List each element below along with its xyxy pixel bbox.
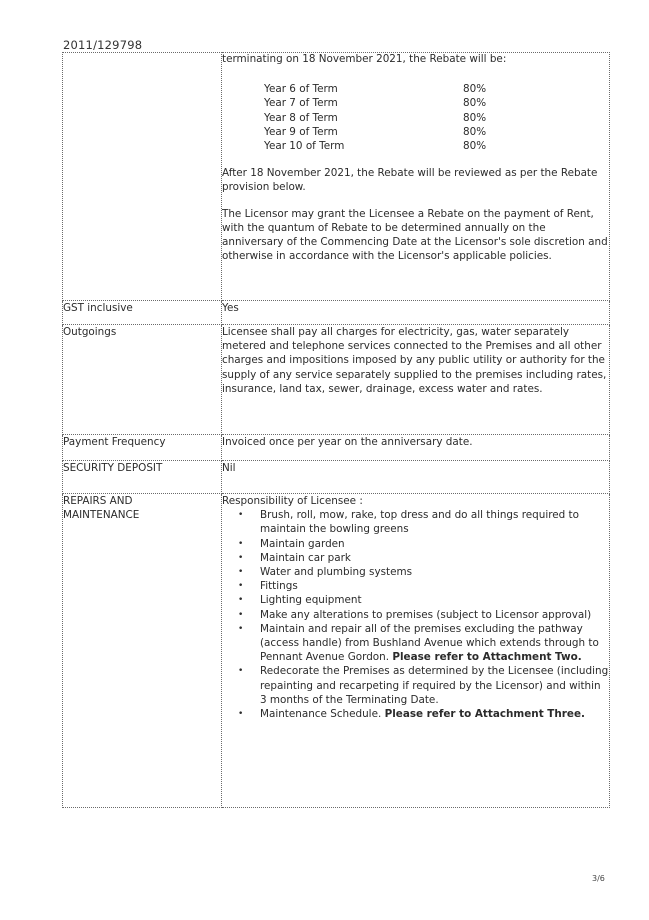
bullet-icon: • — [238, 609, 244, 620]
repairs-maintenance-value — [222, 494, 610, 808]
responsibility-text: Water and plumbing systems — [260, 566, 413, 579]
bullet-icon: • — [238, 510, 244, 521]
year-rebate-value: 80% — [463, 140, 487, 153]
document-reference-number: 2011/129798 — [63, 38, 143, 52]
security-deposit-value: Nil — [222, 461, 610, 494]
rebate-label-cell — [63, 53, 222, 301]
rebate-intro: terminating on 18 November 2021, the Rebate will be: — [222, 53, 507, 65]
bullet-icon: • — [238, 709, 244, 720]
year-label: Year 6 of Term — [264, 83, 338, 96]
responsibility-text: Maintenance Schedule. — [260, 708, 382, 721]
bullet-icon: • — [238, 623, 244, 634]
gst-value: Yes — [222, 301, 610, 325]
rebate-year-row — [264, 96, 609, 110]
responsibility-item — [236, 551, 609, 565]
year-label: Year 7 of Term — [264, 97, 338, 110]
responsibility-text: Maintain garden — [260, 537, 345, 550]
year-rebate-value: 80% — [463, 83, 487, 96]
year-label: Year 10 of Term — [264, 140, 345, 153]
outgoings-value: Licensee shall pay all charges for electricity, gas, water separately metered and telephone services connected to the Premises and all other charges and impositions imposed by any public utility or authority for the supply of any service separately supplied to the premises including rates, insurance, land tax, sewer, drainage, excess water and rates. — [222, 325, 610, 435]
responsibility-text: Fittings — [260, 580, 298, 593]
rebate-licensor-text: The Licensor may grant the Licensee a Rebate on the payment of Rent, with the quantum of Rebate to be determined annually on the anniversary of the Commencing Date at the Licensor's sole discretion and otherwise in accordance with the Licensor's applicable policies. — [222, 207, 608, 263]
gst-row — [63, 301, 610, 325]
responsibility-item — [236, 508, 609, 536]
rebate-row — [63, 53, 610, 301]
responsibility-item — [236, 593, 609, 607]
responsibility-intro: Responsibility of Licensee : — [222, 495, 363, 507]
responsibility-text: Maintain car park — [260, 551, 351, 564]
payment-frequency-value: Invoiced once per year on the anniversary date. — [222, 435, 610, 461]
responsibility-item — [236, 537, 609, 551]
rebate-year-row — [264, 111, 609, 125]
responsibility-text: Redecorate the Premises as determined by the Licensee (including repainting and recarpeting if required by the Licensor) and within 3 months of the Terminating Date. — [260, 665, 609, 706]
security-deposit-row — [63, 461, 610, 494]
responsibility-text: Maintain and repair all of the premises excluding the pathway (access handle) from Bushland Avenue which extends through to Pennant Avenue Gordon. — [260, 622, 599, 664]
year-rebate-value: 80% — [463, 111, 487, 124]
bullet-icon: • — [238, 538, 244, 549]
security-deposit-label: SECURITY DEPOSIT — [63, 461, 222, 494]
payment-frequency-row — [63, 435, 610, 461]
rebate-year-row — [264, 125, 609, 139]
rebate-value-cell — [222, 53, 610, 301]
year-rebate-value: 80% — [463, 97, 487, 110]
responsibility-item — [236, 664, 609, 707]
responsibility-item — [236, 622, 609, 665]
attachment-reference: Please refer to Attachment Three. — [384, 708, 585, 721]
outgoings-label: Outgoings — [63, 325, 222, 435]
year-label: Year 9 of Term — [264, 125, 338, 138]
rebate-year-row — [264, 82, 609, 96]
responsibility-text: Lighting equipment — [260, 594, 362, 607]
responsibility-text: Brush, roll, mow, rake, top dress and do all things required to maintain the bowling greens — [260, 509, 579, 536]
page-number: 3/6 — [592, 874, 605, 883]
bullet-icon: • — [238, 581, 244, 592]
licence-schedule-table — [62, 52, 610, 808]
repairs-maintenance-label — [63, 494, 222, 808]
responsibility-item — [236, 565, 609, 579]
responsibility-item — [236, 608, 609, 622]
repairs-maintenance-row — [63, 494, 610, 808]
year-label: Year 8 of Term — [264, 111, 338, 124]
payment-frequency-label: Payment Frequency — [63, 435, 222, 461]
gst-label: GST inclusive — [63, 301, 222, 325]
attachment-reference: Please refer to Attachment Two. — [392, 651, 582, 664]
year-rebate-value: 80% — [463, 125, 487, 138]
responsibility-text: Make any alterations to premises (subject to Licensor approval) — [260, 608, 592, 621]
rebate-year-row — [264, 139, 609, 153]
repairs-label-line: REPAIRS AND — [63, 495, 133, 507]
bullet-icon: • — [238, 666, 244, 677]
bullet-icon: • — [238, 595, 244, 606]
rebate-year-list — [264, 82, 609, 153]
bullet-icon: • — [238, 552, 244, 563]
responsibility-item — [236, 707, 609, 721]
responsibility-item — [236, 579, 609, 593]
responsibility-list — [222, 508, 609, 721]
outgoings-row — [63, 325, 610, 435]
rebate-after-text: After 18 November 2021, the Rebate will be reviewed as per the Rebate provision below. — [222, 167, 598, 194]
maintenance-label-line: MAINTENANCE — [63, 509, 140, 522]
bullet-icon: • — [238, 567, 244, 578]
